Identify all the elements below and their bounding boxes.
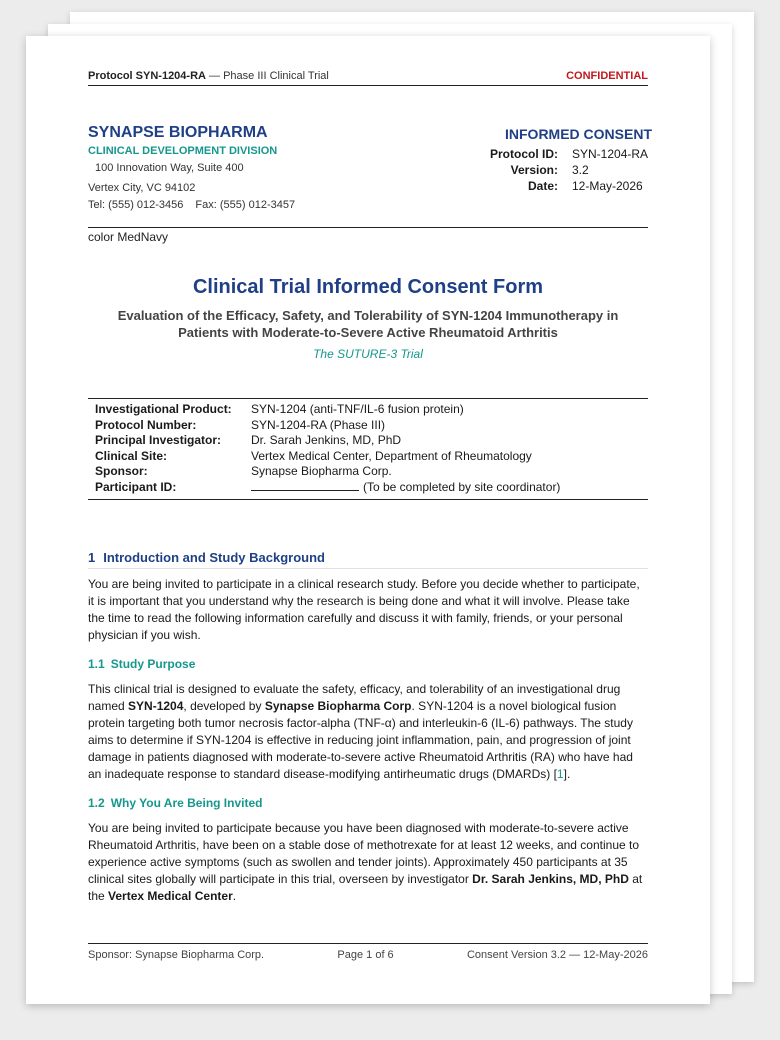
text-run: . [232,889,237,903]
info-label: Principal Investigator: [95,433,222,448]
meta-value: 12-May-2026 [572,179,643,193]
consent-meta-table [490,146,652,194]
meta-label: Version: [510,163,558,177]
subtitle-line: Patients with Moderate-to-Severe Active Rheumatoid Arthritis [178,325,558,340]
header-trial-phase: — Phase III Clinical Trial [205,70,329,82]
running-header [88,70,648,86]
info-row [88,433,648,449]
consent-block [490,126,652,194]
section-number: 1 [88,550,96,565]
letterhead [88,124,652,228]
org-division: CLINICAL DEVELOPMENT DIVISION [88,145,278,157]
trial-name: The SUTURE-3 Trial [313,347,423,361]
page-footer [88,943,648,961]
document-title: Clinical Trial Informed Consent Form [192,276,544,298]
confidential-label: CONFIDENTIAL [566,70,648,82]
info-value: SYN-1204 (anti-TNF/IL-6 fusion protein) [251,402,464,416]
address-line2: Vertex City, VC 94102 [88,182,196,194]
participant-id-blank [251,481,359,491]
footer-page-number: Page 1 of 6 [337,949,394,961]
info-row [88,402,648,418]
color-note: color MedNavy [88,230,169,244]
fax: Fax: (555) 012-3457 [195,199,296,211]
drug-name: SYN-1204 [128,699,184,713]
meta-label: Protocol ID: [490,147,558,161]
info-label: Investigational Product: [95,402,232,416]
section-heading [88,550,648,569]
company-name: Synapse Biopharma Corp [264,699,412,713]
info-row [88,449,648,465]
footer-sponsor: Sponsor: Synapse Biopharma Corp. [88,949,265,961]
investigator-name: Dr. Sarah Jenkins, MD, PhD [472,872,629,886]
meta-row [490,178,652,194]
info-label: Clinical Site: [95,448,168,463]
paragraph [88,820,648,905]
meta-row [490,162,652,178]
header-protocol-label: Protocol SYN-1204-RA [88,70,206,82]
info-value: Vertex Medical Center, Department of Rheumatology [251,448,532,463]
center-name: Vertex Medical Center [108,889,233,903]
text-run: , developed by [183,699,265,713]
address-line1: 100 Innovation Way, Suite 400 [95,162,244,174]
footer-version: Consent Version 3.2 — 12-May-2026 [466,949,648,961]
consent-title: INFORMED CONSENT [505,126,652,142]
info-row [88,464,648,480]
letterhead-divider [88,227,648,228]
info-row [88,480,648,496]
title-block [88,276,648,361]
subsection-heading [88,796,648,810]
text-run: This clinical trial is designed to evaluate the safety, efficacy, and tolerability of an investigational drug named [88,682,621,713]
paragraph [88,681,648,783]
info-value [251,480,648,496]
info-label: Participant ID: [95,479,177,494]
section-title: Introduction and Study Background [103,550,325,565]
text-run: You are being invited to participate because you have been diagnosed with moderate-to-severe active Rheumatoid Arthritis, have been on a stable dose of methotrexate for at least 12 weeks, and continue to experience active symptoms (such as swollen and tender joints). Approximately 450 participants at 35 clinical sites globally will participate in this trial, overseen by investigator [88,821,640,886]
participant-id-note: (To be completed by site coordinator) [363,479,561,494]
subtitle-line: Evaluation of the Efficacy, Safety, and Tolerability of SYN-1204 Immunotherapy in [117,308,619,323]
meta-value: SYN-1204-RA [572,147,649,161]
subsection-title: Why You Are Being Invited [110,796,263,810]
info-label: Protocol Number: [95,417,197,432]
text-run: at the [88,872,643,903]
document-subtitle [88,307,648,341]
document-page [26,36,710,1004]
study-info-table [88,398,648,500]
header-protocol [88,70,329,82]
info-value: SYN-1204-RA (Phase III) [251,417,386,432]
info-label: Sponsor: [95,464,148,479]
info-value: Synapse Biopharma Corp. [251,464,392,479]
info-row [88,418,648,434]
org-name: SYNAPSE BIOPHARMA [88,124,268,141]
subsection-heading [88,657,648,671]
contact-line [88,199,648,211]
meta-row [490,146,652,162]
document-body [88,550,648,905]
meta-value: 3.2 [572,163,589,177]
subsection-title: Study Purpose [110,657,196,671]
text-run: ]. [563,767,571,781]
subsection-number: 1.2 [88,796,105,810]
paragraph: You are being invited to participate in a clinical research study. Before you decide whether to participate, it is important that you understand why the research is being done and what it will involve. Please take the time to read the following information carefully and discuss it with family, friends, or your personal physician if you wish. [88,577,640,642]
subsection-number: 1.1 [88,657,105,671]
meta-label: Date: [527,179,558,193]
citation-link[interactable]: 1 [556,767,564,781]
tel: Tel: (555) 012-3456 [88,199,184,211]
text-run: . SYN-1204 is a novel biological fusion protein targeting both tumor necrosis factor-alpha (TNF-α) and interleukin-6 (IL-6) pathways. The study aims to determine if SYN-1204 is effective in reducing joint inflammation, pain, and progression of joint damage in patients diagnosed with moderate-to-severe active Rheumatoid Arthritis (RA) who have had an inadequate response to standard disease-modifying antirheumatic drugs (DMARDs) [ [88,699,633,781]
info-value: Dr. Sarah Jenkins, MD, PhD [251,433,402,448]
